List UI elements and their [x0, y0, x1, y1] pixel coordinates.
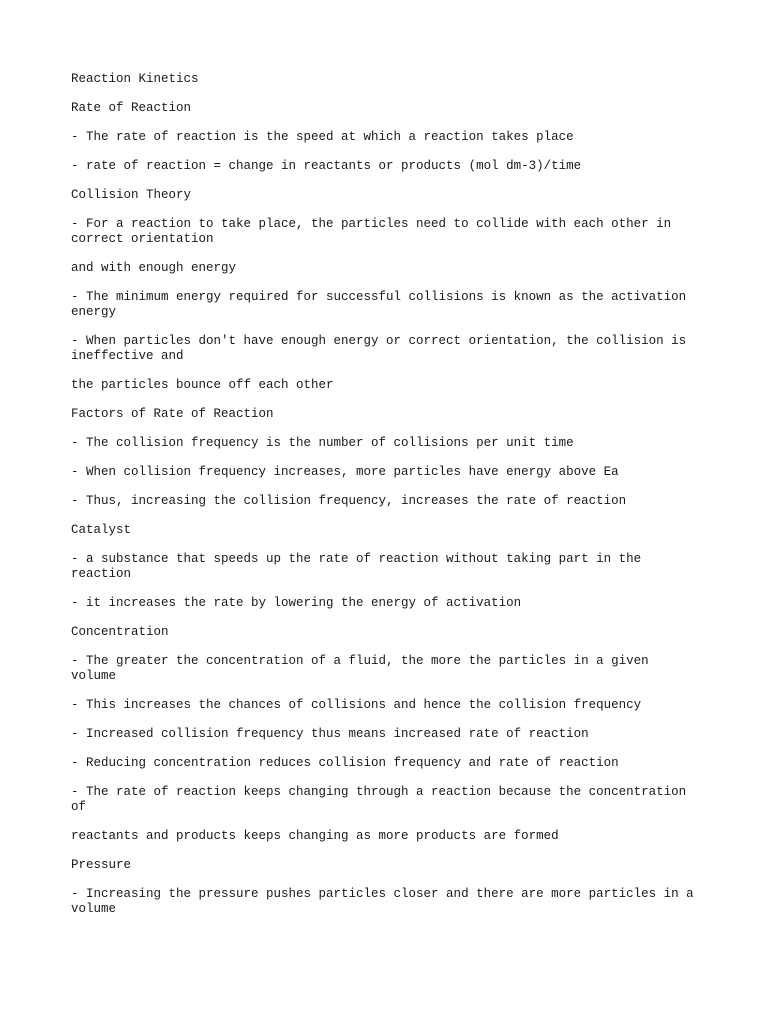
bullet-point: - When particles don't have enough energy or correct orientation, the collision is ineffective and: [71, 334, 687, 363]
bullet-point: - The collision frequency is the number of collisions per unit time: [71, 436, 574, 450]
bullet-point: - When collision frequency increases, more particles have energy above Ea: [71, 465, 619, 479]
bullet-point: - rate of reaction = change in reactants or products (mol dm-3)/time: [71, 159, 582, 173]
bullet-point: - Thus, increasing the collision frequency, increases the rate of reaction: [71, 494, 627, 508]
bullet-point: - Increasing the pressure pushes particles closer and there are more particles in a volume: [71, 887, 694, 916]
bullet-point: - This increases the chances of collisions and hence the collision frequency: [71, 698, 642, 712]
bullet-point: - The rate of reaction keeps changing through a reaction because the concentration of: [71, 785, 687, 814]
section-heading-rate-of-reaction: Rate of Reaction: [71, 101, 192, 115]
document-title: Reaction Kinetics: [71, 72, 199, 86]
section-heading-pressure: Pressure: [71, 858, 132, 872]
section-heading-collision-theory: Collision Theory: [71, 188, 192, 202]
bullet-point: - Reducing concentration reduces collision frequency and rate of reaction: [71, 756, 619, 770]
paragraph-continuation: the particles bounce off each other: [71, 378, 334, 392]
bullet-point: - Increased collision frequency thus means increased rate of reaction: [71, 727, 589, 741]
bullet-point: - The minimum energy required for successful collisions is known as the activation energy: [71, 290, 687, 319]
paragraph-continuation: and with enough energy: [71, 261, 237, 275]
bullet-point: - For a reaction to take place, the particles need to collide with each other in correct orientation: [71, 217, 672, 246]
bullet-point: - The greater the concentration of a fluid, the more the particles in a given volume: [71, 654, 649, 683]
section-heading-catalyst: Catalyst: [71, 523, 132, 537]
section-heading-factors: Factors of Rate of Reaction: [71, 407, 274, 421]
document-body: [71, 72, 707, 931]
paragraph-continuation: reactants and products keeps changing as more products are formed: [71, 829, 559, 843]
bullet-point: - it increases the rate by lowering the energy of activation: [71, 596, 522, 610]
bullet-point: - The rate of reaction is the speed at which a reaction takes place: [71, 130, 574, 144]
section-heading-concentration: Concentration: [71, 625, 169, 639]
bullet-point: - a substance that speeds up the rate of reaction without taking part in the reaction: [71, 552, 642, 581]
